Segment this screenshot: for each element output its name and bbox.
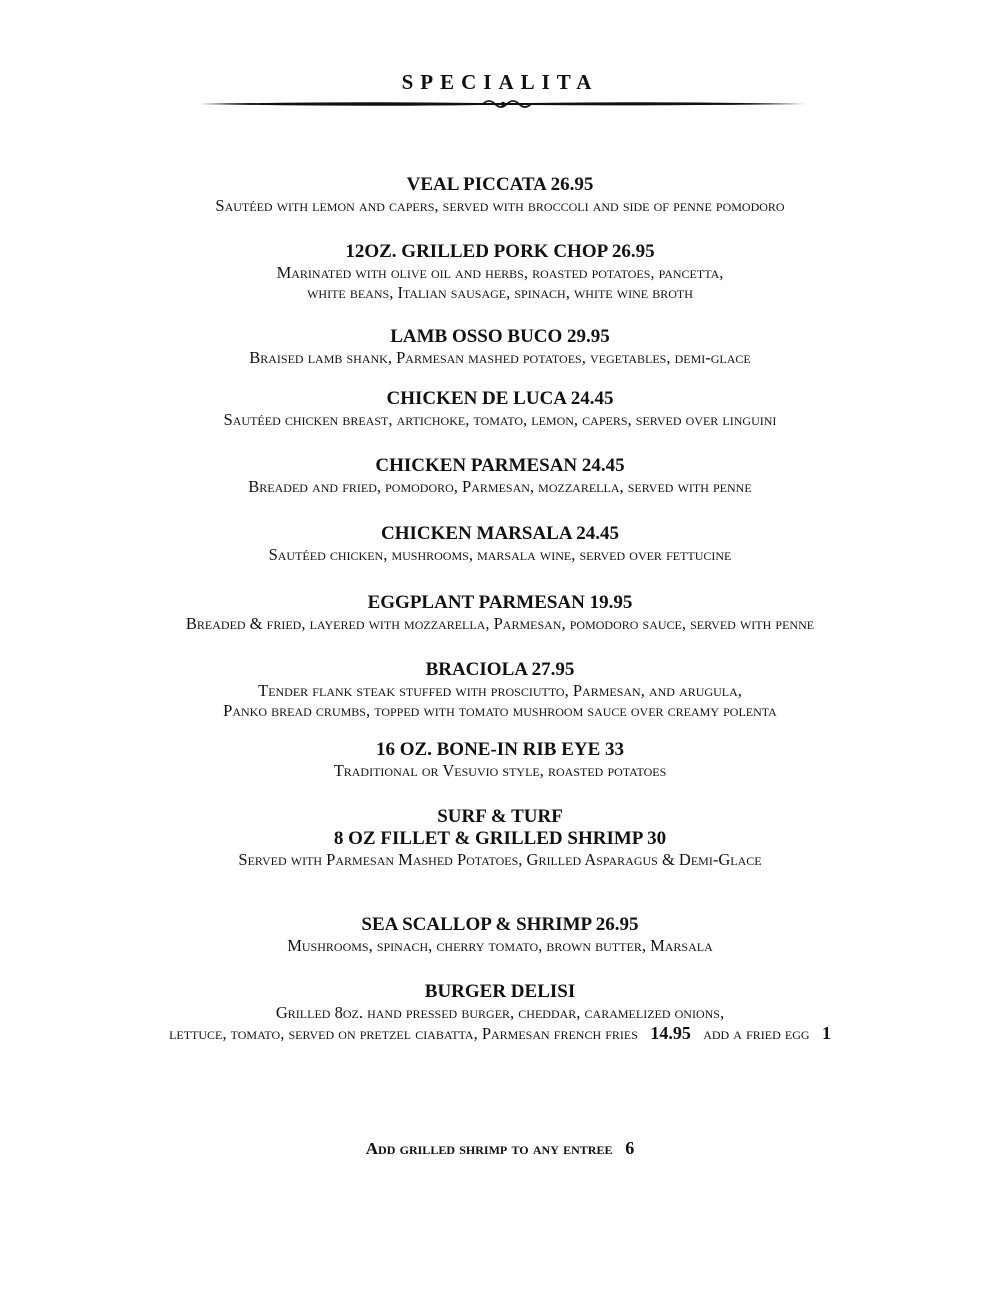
item-name: BRACIOLA 27.95 xyxy=(425,659,575,680)
item-name: CHICKEN PARMESAN 24.45 xyxy=(375,455,625,476)
item-description: Breaded & fried, layered with mozzarella, Parmesan, pomodoro sauce, served with penne xyxy=(185,614,815,633)
item-description: Panko bread crumbs, topped with tomato mushroom sauce over creamy polenta xyxy=(223,701,777,720)
menu-item xyxy=(0,388,1000,430)
item-description: Grilled 8oz. hand pressed burger, cheddar, caramelized onions, xyxy=(275,1003,725,1022)
menu-item xyxy=(0,523,1000,565)
section-heading: SPECIALITA xyxy=(401,70,599,94)
note-price: 6 xyxy=(625,1138,635,1158)
item-name: SEA SCALLOP & SHRIMP 26.95 xyxy=(361,914,639,935)
item-description: Breaded and fried, pomodoro, Parmesan, mozzarella, served with penne xyxy=(248,477,752,496)
item-subtitle: 8 OZ FILLET & GRILLED SHRIMP 30 xyxy=(333,828,667,849)
menu-item xyxy=(0,806,1000,870)
item-description: Marinated with olive oil and herbs, roasted potatoes, pancetta, xyxy=(276,263,724,282)
menu-item xyxy=(0,241,1000,303)
footer-note xyxy=(0,1138,1000,1159)
item-name: 16 OZ. BONE-IN RIB EYE 33 xyxy=(375,739,625,760)
item-description: Sautéed chicken, mushrooms, marsala wine, served over fettucine xyxy=(268,545,732,564)
item-description-text: lettuce, tomato, served on pretzel ciabatta, Parmesan french fries xyxy=(169,1024,638,1043)
menu-item xyxy=(0,981,1000,1044)
menu-item xyxy=(0,326,1000,368)
item-name: BURGER DELISI xyxy=(424,981,576,1002)
menu-item xyxy=(0,914,1000,956)
menu-item xyxy=(0,174,1000,216)
menu-item xyxy=(0,659,1000,721)
item-name: 12OZ. GRILLED PORK CHOP 26.95 xyxy=(345,241,655,262)
item-name: SURF & TURF xyxy=(437,806,563,827)
item-description: Sautéed chicken breast, artichoke, tomato, lemon, capers, served over linguini xyxy=(223,410,777,429)
addon-text: add a fried egg xyxy=(703,1024,810,1043)
item-description: Served with Parmesan Mashed Potatoes, Grilled Asparagus & Demi-Glace xyxy=(238,850,762,869)
item-description: Traditional or Vesuvio style, roasted potatoes xyxy=(333,761,667,780)
item-name: CHICKEN DE LUCA 24.45 xyxy=(386,388,614,409)
item-name: CHICKEN MARSALA 24.45 xyxy=(380,523,620,544)
addon-price: 1 xyxy=(821,1023,831,1043)
menu-item xyxy=(0,592,1000,634)
item-description: Sautéed with lemon and capers, served with broccoli and side of penne pomodoro xyxy=(215,196,785,215)
item-name: LAMB OSSO BUCO 29.95 xyxy=(390,326,610,347)
item-name: EGGPLANT PARMESAN 19.95 xyxy=(367,592,633,613)
note-text: Add grilled shrimp to any entree xyxy=(365,1139,613,1158)
item-description: Mushrooms, spinach, cherry tomato, brown butter, Marsala xyxy=(287,936,713,955)
item-description: white beans, Italian sausage, spinach, white wine broth xyxy=(307,283,693,302)
item-description: Tender flank steak stuffed with prosciutto, Parmesan, and arugula, xyxy=(258,681,742,700)
ornament-divider xyxy=(198,96,808,112)
item-name: VEAL PICCATA 26.95 xyxy=(406,174,594,195)
item-description-line xyxy=(0,1023,1000,1044)
item-description: Braised lamb shank, Parmesan mashed potatoes, vegetables, demi-glace xyxy=(249,348,751,367)
item-price: 14.95 xyxy=(650,1023,691,1043)
menu-item xyxy=(0,455,1000,497)
menu-item xyxy=(0,739,1000,781)
